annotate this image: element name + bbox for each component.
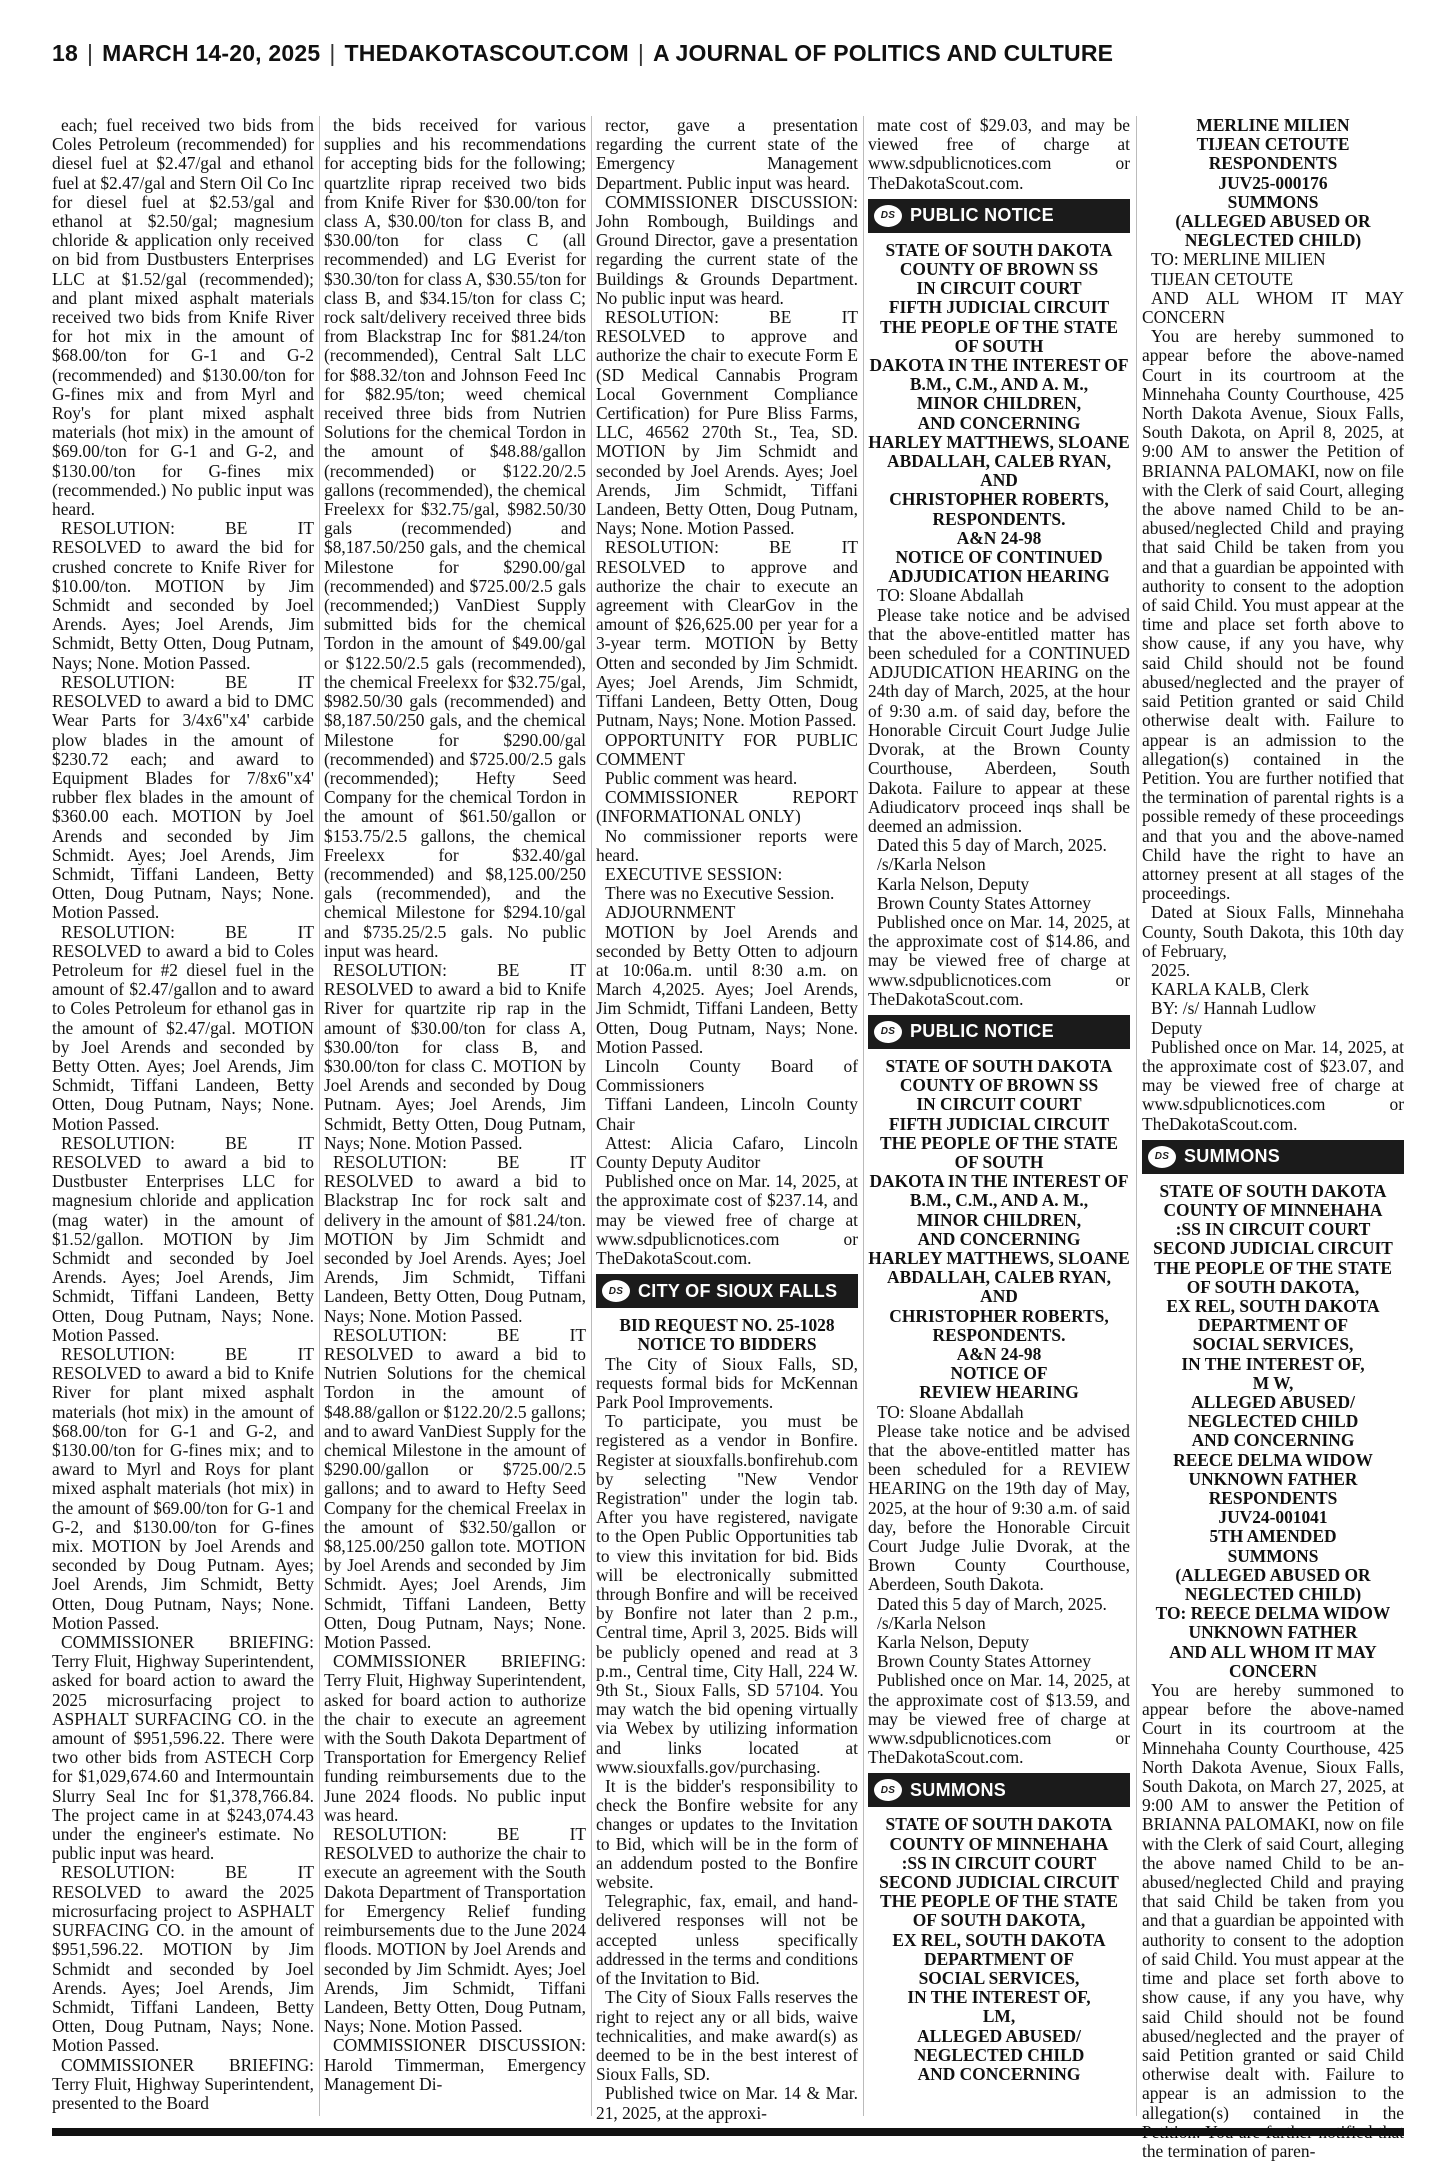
paragraph: FIFTH JUDICIAL CIRCUIT: [888, 1113, 1110, 1134]
paragraph: Published twice on Mar. 14 & Mar. 21, 2025, at the approxi-: [596, 2083, 858, 2123]
paragraph: THE PEOPLE OF THE STATE OF SOUTH: [879, 1132, 1119, 1172]
paragraph: TO: MERLINE MILIEN: [1151, 249, 1326, 270]
paragraph: Please take notice and be advised that the above-entitled matter has been scheduled for a REVIEW HEARING on the 19th day of May, 2025, at the hour of 9:30 a.m. of said day, before the Honorable Circuit Court Judge Julie Dvorak, at the Brown County Courthouse, Aberdeen, South Dakota.: [868, 1420, 1130, 1595]
paragraph: TO: REECE DELMA WIDOW: [1155, 1603, 1391, 1624]
paragraph: AND CONCERNING: [917, 1228, 1081, 1249]
paragraph: :SS IN CIRCUIT COURT: [901, 1852, 1097, 1873]
page-number: 18: [52, 40, 78, 66]
column-divider: [1136, 116, 1137, 2116]
paragraph: RESOLUTION: BE IT RESOLVED to approve and authorize the chair to execute Form E (SD Medical Cannabis Program Local Government Compliance Certification) for Pure Bliss Farms, LLC, 46562 270th St., Tea, SD. MOTION by Jim Schmidt and seconded by Joel Arends. Ayes; Joel Arends, Jim Schmidt, Tiffani Landeen, Betty Otten, Doug Putnam, Nays; None. Motion Passed.: [596, 307, 858, 539]
section-banner-public-notice: [868, 1015, 1130, 1049]
paragraph: /s/Karla Nelson: [877, 1612, 986, 1633]
summons-heading: [1142, 1182, 1404, 1681]
paragraph: Published once on Mar. 14, 2025, at the approximate cost of $14.86, and may be viewed free of charge at www.sdpublicnotices.com or TheDakotaScout.com.: [868, 911, 1130, 1009]
paragraph: NEGLECTED CHILD: [913, 2044, 1085, 2065]
paragraph: OPPORTUNITY FOR PUBLIC COMMENT: [596, 729, 858, 769]
paragraph: mate cost of $29.03, and may be viewed free of charge at www.sdpublicnotices.com or TheDakotaScout.com.: [868, 115, 1130, 193]
paragraph: SOCIAL SERVICES,: [1192, 1334, 1354, 1355]
paragraph: A&N 24-98: [956, 527, 1042, 548]
paragraph: MINOR CHILDREN,: [916, 1209, 1082, 1230]
paragraph: BID REQUEST NO. 25-1028: [619, 1315, 835, 1336]
paragraph: Deputy: [1151, 1017, 1203, 1038]
paragraph: (ALLEGED ABUSED OR NEGLECTED CHILD): [1175, 211, 1371, 251]
paragraph: JUV25-000176: [1218, 172, 1328, 193]
paragraph: STATE OF SOUTH DAKOTA: [1159, 1180, 1387, 1201]
column-3: [596, 115, 858, 2123]
paragraph: STATE OF SOUTH DAKOTA: [885, 239, 1113, 260]
column-5: [1142, 115, 1404, 2161]
banner-label: CITY OF SIOUX FALLS: [638, 1280, 838, 1301]
paragraph: ABDALLAH, CALEB RYAN, AND: [887, 451, 1111, 491]
paragraph: the bids received for various supplies and his recommendations for accepting bids for the following; quartzlite riprap received two bids from Knife River for $30.00/ton for class A, $30.00/ton for class B, and $30.00/ton for class C (all recommended) and LG Everist for $30.30/ton for class A, $30.55/ton for class B, and $34.15/ton for class C; rock salt/delivery received three bids from Blackstrap Inc for $81.24/ton (recommended), Central Salt LLC for $88.32/ton and Johnson Feed Inc for $82.95/ton; weed chemical received three bids from Nutrien Solutions for the chemical Tordon in the amount of $48.88/gallon (recommended) or $122.20/2.5 gallons (recommended), the chemical Freelexx for $32.75/gal, $982.50/30 gals (recommended) and $8,187.50/250 gals, and the chemical Milestone for $290.00/gal (recommended) and $725.00/2.5 gals (recommended;) VanDiest Supply submitted bids for the chemical Tordon in the amount of $49.00/gal or $122.50/2.5 gals (recommended), the chemical Freelexx for $32.75/gal, $982.50/30 gals (recommended) and $8,187.50/250 gals, and the chemical Milestone for $290.00/gal (recommended) and $725.00/2.5 gals (recommended); Hefty Seed Company for the chemical Tordon in the amount of $61.50/gallon or $153.75/2.5 gallons, the chemical Freelexx for $32.40/gal (recommended) and $8,125.00/250 gals (recommended), and the chemical Milestone for $294.10/gal and $735.25/2.5 gals. No public input was heard.: [324, 115, 586, 961]
paragraph: RESOLUTION: BE IT RESOLVED to authorize the chair to execute an agreement with the South Dakota Department of Transportation for Emergency Relief funding reimbursements due to the June 2024 floods. MOTION by Joel Arends and seconded by Jim Schmidt. Ayes; Joel Arends, Jim Schmidt, Tiffani Landeen, Betty Otten, Doug Putnam, Nays; None. Motion Passed.: [324, 1824, 586, 2037]
paragraph: RESOLUTION: BE IT RESOLVED to award the 2025 microsurfacing project to ASPHALT SURFACING CO. in the amount of $951,596.22. MOTION by Jim Schmidt and seconded by Joel Arends. Ayes; Joel Arends, Jim Schmidt, Tiffani Landeen, Betty Otten, Doug Putnam, Nays; None. Motion Passed.: [52, 1862, 314, 2056]
dakota-scout-logo-icon: DS: [874, 1779, 902, 1801]
dakota-scout-logo-icon: DS: [874, 205, 902, 227]
paragraph: B.M., C.M., AND A. M.,: [909, 1190, 1089, 1211]
paragraph: AND ALL WHOM IT MAY CONCERN: [1142, 287, 1404, 328]
paragraph: M W,: [1252, 1372, 1294, 1393]
paragraph: It is the bidder's responsibility to check the Bonfire website for any changes or updates to the Invitation to Bid, which will be in the form of an addendum posted to the Bonfire website.: [596, 1776, 858, 1893]
paragraph: SOCIAL SERVICES,: [918, 1968, 1080, 1989]
issue-date: MARCH 14-20, 2025: [102, 40, 321, 66]
paragraph: COUNTY OF BROWN SS: [899, 1075, 1099, 1096]
paragraph: 2025.: [1151, 959, 1191, 980]
dakota-scout-logo-icon: DS: [1148, 1146, 1176, 1168]
summons-heading-continued: [1142, 116, 1404, 250]
paragraph: SUMMONS: [1227, 191, 1319, 212]
dakota-scout-logo-icon: DS: [874, 1021, 902, 1043]
banner-label: SUMMONS: [910, 1779, 1007, 1800]
paragraph: UNKNOWN FATHER: [1188, 1622, 1358, 1643]
paragraph: RESPONDENTS.: [932, 508, 1066, 529]
masthead: 18 | MARCH 14-20, 2025 | THEDAKOTASCOUT.COM | A JOURNAL OF POLITICS AND CULTURE: [52, 40, 1114, 66]
dakota-scout-logo-icon: DS: [602, 1280, 630, 1302]
paragraph: RESOLUTION: BE IT RESOLVED to award a bid to Dustbuster Enterprises LLC for magnesium chloride and application (mag water) in the amount of $1.52/gallon. MOTION by Jim Schmidt and seconded by Joel Arends. Ayes; Joel Arends, Jim Schmidt, Tiffani Landeen, Betty Otten, Doug Putnam, Nays; None. Motion Passed.: [52, 1132, 314, 1345]
paragraph: TO: Sloane Abdallah: [877, 1401, 1024, 1422]
paragraph: REVIEW HEARING: [919, 1382, 1079, 1403]
paragraph: RESPONDENTS.: [932, 1324, 1066, 1345]
paragraph: :SS IN CIRCUIT COURT: [1175, 1219, 1371, 1240]
paragraph: IN THE INTEREST OF,: [1181, 1353, 1365, 1374]
paragraph: LM,: [982, 2006, 1016, 2027]
banner-label: SUMMONS: [1184, 1146, 1281, 1167]
summons-body: [1142, 250, 1404, 1133]
bid-request-continued: [868, 116, 1130, 193]
paragraph: A&N 24-98: [956, 1343, 1042, 1364]
paragraph: FIFTH JUDICIAL CIRCUIT: [888, 297, 1110, 318]
section-banner-city-of-sioux-falls: [596, 1274, 858, 1308]
paragraph: NOTICE OF CONTINUED: [895, 547, 1103, 568]
paragraph: COUNTY OF MINNEHAHA: [889, 1833, 1109, 1854]
paragraph: EXECUTIVE SESSION:: [605, 863, 783, 884]
paragraph: To participate, you must be registered as a vendor in Bonfire. Register at siouxfalls.bonfirehub.com by selecting "New Vendor Registration" under the login tab. After you have registered, navigate to the Open Public Opportunities tab to view this invitation for bid. Bids will be electronically submitted through Bonfire and will be received by Bonfire not later than 2 p.m., Central time, April 3, 2025. Bids will be publicly opened and read at 3 p.m., Central time, City Hall, 224 W. 9th St., Sioux Falls, SD 57104. You may watch the bid opening virtually via Webex by utilizing information and links located at www.siouxfalls.gov/purchasing.: [596, 1411, 858, 1777]
bottom-rule: [52, 2128, 1404, 2136]
paragraph: Brown County States Attorney: [877, 892, 1091, 913]
paragraph: ABDALLAH, CALEB RYAN, AND: [887, 1267, 1111, 1307]
paragraph: COUNTY OF MINNEHAHA: [1163, 1199, 1383, 1220]
notice-heading: [868, 1057, 1130, 1403]
paragraph: Please take notice and be advised that the above-entitled matter has been scheduled for a CONTINUED ADJUDICATION HEARING on the 24th day of March, 2025, at the hour of 9:30 a.m. of said day, before the Honorable Circuit Court Judge Julie Dvorak, at the Brown County Courthouse, Aberdeen, South Dakota. Failure to appear at these Adiudicatorv proceed inqs shall be deemed an admission.: [868, 604, 1130, 836]
paragraph: ADJOURNMENT: [605, 902, 736, 923]
paragraph: Public comment was heard.: [605, 767, 798, 788]
summons-body: [1142, 1681, 1404, 2161]
paragraph: COMMISSIONER BRIEFING: Terry Fluit, Highway Superintendent, asked for board action to award the 2025 microsurfacing project to ASPHALT SURFACING CO. in the amount of $951,596.22. There were two other bids from ASTECH Corp for $1,029,674.60 and Intermountain Slurry Seal Inc for $1,378,766.84. The project came in at $243,074.43 under the engineer's estimate. No public input was heard.: [52, 1632, 314, 1864]
banner-label: PUBLIC NOTICE: [910, 1021, 1054, 1042]
column-1: [52, 116, 314, 2116]
paragraph: ALLEGED ABUSED/: [1191, 1392, 1355, 1412]
paragraph: JUV24-001041: [1218, 1507, 1328, 1528]
paragraph: DAKOTA IN THE INTEREST OF: [869, 1171, 1129, 1192]
paragraph: MINOR CHILDREN,: [916, 393, 1082, 414]
paragraph: You are hereby summoned to appear before the above-named Court in its courtroom at the Minnehaha County Courthouse, 425 North Dakota Avenue, Sioux Falls, South Dakota, on April 8, 2025, at 9:00 AM to answer the Petition of BRIANNA PALOMAKI, now on file with the Clerk of said Court, alleging the above named Child to be an-abused/neglected Child and praying that said Child be taken from you and that a guardian be appointed with authority to consent to the adoption of said Child. You must appear at the time and place set forth above to show cause, if any you have, why said Child should not be found abused/neglected and the prayer of said Petition granted or said Child otherwise dealt with. Failure to appear is an admission to the allegation(s) contained in the Petition. You are further notified that the termination of parental rights is a possible remedy of these proceedings and that you and the above-named Child have the right to have an attorney present at all stages of the proceedings.: [1142, 326, 1404, 904]
paragraph: BY: /s/ Hannah Ludlow: [1151, 998, 1317, 1019]
paragraph: Attest: Alicia Cafaro, Lincoln County Deputy Auditor: [596, 1132, 858, 1172]
notice-heading: [868, 241, 1130, 587]
paragraph: STATE OF SOUTH DAKOTA: [885, 1055, 1113, 1076]
section-banner-summons: [868, 1773, 1130, 1807]
paragraph: SECOND JUDICIAL CIRCUIT: [879, 1872, 1119, 1893]
paragraph: There was no Executive Session.: [605, 883, 835, 904]
paragraph: THE PEOPLE OF THE STATE OF SOUTH: [879, 316, 1119, 356]
paragraph: RESOLUTION: BE IT RESOLVED to award a bid to DMC Wear Parts for 3/4x6"x4' carbide plow blades in the amount of $230.72 each; and award to Equipment Blades for 7/8x6"x4' rubber flex blades in the amount of $360.00 each. MOTION by Joel Arends and seconded by Jim Schmidt. Ayes; Joel Arends, Jim Schmidt, Tiffani Landeen, Betty Otten, Doug Putnam, Nays; None. Motion Passed.: [52, 671, 314, 923]
paragraph: Brown County States Attorney: [877, 1651, 1091, 1672]
paragraph: Karla Nelson, Deputy: [877, 1632, 1030, 1653]
paragraph: DAKOTA IN THE INTEREST OF: [869, 355, 1129, 376]
paragraph: Published once on Mar. 14, 2025, at the approximate cost of $237.14, and may be viewed free of charge at www.sdpublicnotices.com or TheDakotaScout.com.: [596, 1171, 858, 1268]
paragraph: STATE OF SOUTH DAKOTA: [885, 1814, 1113, 1835]
summons-heading: [868, 1815, 1130, 2084]
paragraph: COMMISSIONER DISCUSSION: John Rombough, Buildings and Ground Director, gave a presentation regarding the current state of the Buildings & Grounds Department. No public input was heard.: [596, 191, 858, 308]
paragraph: COMMISSIONER REPORT (INFORMATIONAL ONLY): [596, 787, 858, 827]
section-banner-summons: [1142, 1140, 1404, 1174]
paragraph: NOTICE OF: [950, 1363, 1048, 1384]
paragraph: HARLEY MATTHEWS, SLOANE: [868, 1247, 1130, 1268]
paragraph: THE PEOPLE OF THE STATE OF SOUTH DAKOTA,: [1153, 1257, 1393, 1297]
paragraph: NOTICE TO BIDDERS: [637, 1334, 817, 1355]
paragraph: IN CIRCUIT COURT: [916, 1094, 1082, 1115]
notice-body: [868, 586, 1130, 1008]
paragraph: CHRISTOPHER ROBERTS,: [889, 1305, 1109, 1326]
paragraph: RESOLUTION: BE IT RESOLVED to award a bid to Knife River for quartzite rip rap in the amount of $30.00/ton for class A, $30.00/ton for class B, and $30.00/ton for class C. MOTION by Joel Arends and seconded by Doug Putnam. Ayes; Joel Arends, Jim Schmidt, Betty Otten, Doug Putnam, Nays; None. Motion Passed.: [324, 959, 586, 1153]
paragraph: Published once on Mar. 14, 2025, at the approximate cost of $23.07, and may be viewed free of charge at www.sdpublicnotices.com or TheDakotaScout.com.: [1142, 1036, 1404, 1134]
paragraph: SECOND JUDICIAL CIRCUIT: [1153, 1238, 1393, 1259]
paragraph: MERLINE MILIEN: [1196, 115, 1350, 135]
columns: [52, 115, 1404, 2161]
paragraph: TIJEAN CETOUTE: [1196, 134, 1350, 155]
column-divider: [319, 116, 320, 2116]
paragraph: MOTION by Joel Arends and seconded by Betty Otten to adjourn at 10:06a.m. until 8:30 a.m. on March 4,2025. Ayes; Joel Arends, Jim Schmidt, Tiffani Landeen, Betty Otten, Doug Putnam, Nays; None. Motion Passed.: [596, 921, 858, 1057]
paragraph: RESOLUTION: BE IT RESOLVED to award a bid to Knife River for plant mixed asphalt materials (hot mix) in the amount of $68.00/ton for G-1 and G-2, and $130.00/ton for G-fines mix; and to award to Myrl and Roys for plant mixed asphalt materials (hot mix) in the amount of $69.00/ton for G-1 and G-2, and $130.00/ton for G-fines mix. MOTION by Joel Arends and seconded by Doug Putnam. Ayes; Joel Arends, Jim Schmidt, Betty Otten, Doug Putnam, Nays; None. Motion Passed.: [52, 1344, 314, 1633]
paragraph: AND CONCERNING: [917, 412, 1081, 433]
paragraph: TO: Sloane Abdallah: [877, 585, 1024, 606]
bid-request-body: [596, 1355, 858, 2123]
paragraph: THE PEOPLE OF THE STATE OF SOUTH DAKOTA,: [879, 1891, 1119, 1931]
paragraph: Published once on Mar. 14, 2025, at the approximate cost of $13.59, and may be viewed free of charge at www.sdpublicnotices.com or TheDakotaScout.com.: [868, 1670, 1130, 1768]
paragraph: Dated this 5 day of March, 2025.: [877, 1593, 1107, 1614]
tagline: A JOURNAL OF POLITICS AND CULTURE: [653, 40, 1114, 66]
paragraph: Telegraphic, fax, email, and hand-delivered responses will not be accepted unless specifically addressed in the terms and conditions of the Invitation to Bid.: [596, 1891, 858, 1989]
column-divider: [863, 116, 864, 2116]
paragraph: COUNTY OF BROWN SS: [899, 259, 1099, 280]
paragraph: each; fuel received two bids from Coles Petroleum (recommended) for diesel fuel at $2.47/gal and ethanol fuel at $2.47/gal and Stern Oil Co Inc for diesel fuel at $2.53/gal and ethanol at $2.50/gal; magnesium chloride & application only received on bid from Dustbusters Enterprises LLC at $1.52/gal (recommended); and plant mixed asphalt materials received two bids from Knife River for hot mix in the amount of $68.00/ton for G-1 and G-2 (recommended) and $130.00/ton for G-fines mix and from Myrl and Roy's for plant mixed asphalt materials (hot mix) in the amount of $69.00/ton for G-1 and G-2, and $130.00/ton for G-fines mix (recommended.) No public input was heard.: [52, 115, 314, 520]
column-4: [868, 116, 1130, 2116]
section-banner-public-notice: [868, 199, 1130, 233]
paragraph: AND CONCERNING: [917, 2064, 1081, 2085]
bid-request-heading: [596, 1316, 858, 1354]
paragraph: RESOLUTION: BE IT RESOLVED to award a bid to Coles Petroleum for #2 diesel fuel in the amount of $2.47/gallon and to award to Coles Petroleum for ethanol gas in the amount of $2.47/gal. MOTION by Joel Arends and seconded by Betty Otten. Ayes; Joel Arends, Jim Schmidt, Tiffani Landeen, Betty Otten, Doug Putnam, Nays; None. Motion Passed.: [52, 921, 314, 1134]
paragraph: RESOLUTION: BE IT RESOLVED to award a bid to Nutrien Solutions for the chemical Tordon in the amount of $48.88/gallon or $122.20/2.5 gallons; and to award VanDiest Supply for the chemical Milestone in the amount of $290.00/gallon or $725.00/2.5 gallons; and to award to Hefty Seed Company for the chemical Freelax in the amount of $32.50/gallon or $8,125.00/250 gallon tote. MOTION by Joel Arends and seconded by Jim Schmidt. Ayes; Joel Arends, Jim Schmidt, Tiffani Landeen, Betty Otten, Doug Putnam, Nays; None. Motion Passed.: [324, 1324, 586, 1653]
paragraph: Lincoln County Board of Commissioners: [596, 1055, 858, 1096]
paragraph: Karla Nelson, Deputy: [877, 873, 1030, 894]
paragraph: The City of Sioux Falls, SD, requests formal bids for McKennan Park Pool Improvements.: [596, 1353, 858, 1412]
paragraph: EX REL, SOUTH DAKOTA DEPARTMENT OF: [1166, 1295, 1380, 1336]
paragraph: CHRISTOPHER ROBERTS,: [889, 489, 1109, 510]
paragraph: COMMISSIONER BRIEFING: Terry Fluit, Highway Superintendent, presented to the Board: [52, 2054, 314, 2113]
paragraph: Tiffani Landeen, Lincoln County Chair: [596, 1094, 858, 1134]
paragraph: KARLA KALB, Clerk: [1151, 979, 1309, 1000]
paragraph: (ALLEGED ABUSED OR NEGLECTED CHILD): [1175, 1564, 1371, 1605]
paragraph: COMMISSIONER DISCUSSION: Harold Timmerman, Emergency Management Di-: [324, 2035, 586, 2094]
paragraph: SUMMONS: [1227, 1545, 1319, 1566]
site-name: THEDAKOTASCOUT.COM: [344, 40, 629, 66]
column-2: [324, 116, 586, 2116]
banner-label: PUBLIC NOTICE: [910, 205, 1054, 226]
paragraph: IN CIRCUIT COURT: [916, 278, 1082, 299]
paragraph: REECE DELMA WIDOW: [1173, 1449, 1373, 1470]
paragraph: RESPONDENTS: [1208, 1488, 1338, 1509]
paragraph: AND ALL WHOM IT MAY CONCERN: [1169, 1641, 1377, 1681]
paragraph: B.M., C.M., AND A. M.,: [909, 374, 1089, 395]
paragraph: The City of Sioux Falls reserves the right to reject any or all bids, waive technicalities, and make award(s) as deemed to be in the best interest of Sioux Falls, SD.: [596, 1987, 858, 2085]
paragraph: RESPONDENTS: [1208, 153, 1338, 174]
paragraph: TIJEAN CETOUTE: [1151, 268, 1294, 289]
paragraph: ALLEGED ABUSED/: [917, 2025, 1081, 2046]
paragraph: 5TH AMENDED: [1209, 1526, 1337, 1547]
paragraph: RESOLUTION: BE IT RESOLVED to award a bid to Blackstrap Inc for rock salt and delivery in the amount of $81.24/ton. MOTION by Jim Schmidt and seconded by Joel Arends. Ayes; Joel Arends, Jim Schmidt, Tiffani Landeen, Betty Otten, Doug Putnam, Nays; None. Motion Passed.: [324, 1151, 586, 1326]
paragraph: ADJUDICATION HEARING: [888, 566, 1110, 587]
paragraph: EX REL, SOUTH DAKOTA DEPARTMENT OF: [892, 1929, 1106, 1969]
lincoln-minutes-continued: [596, 116, 858, 1268]
paragraph: COMMISSIONER BRIEFING: Terry Fluit, Highway Superintendent, asked for board action to authorize the chair to execute an agreement with the South Dakota Department of Transportation for Emergency Relief funding reimbursements due to the June 2024 floods. No public input was heard.: [324, 1651, 586, 1825]
paragraph: IN THE INTEREST OF,: [907, 1987, 1091, 2008]
column-divider: [591, 116, 592, 2116]
paragraph: /s/Karla Nelson: [877, 854, 986, 875]
notice-body: [868, 1403, 1130, 1768]
paragraph: NEGLECTED CHILD: [1187, 1411, 1359, 1432]
paragraph: HARLEY MATTHEWS, SLOANE: [868, 431, 1130, 452]
paragraph: rector, gave a presentation regarding the current state of the Emergency Management Department. Public input was heard.: [596, 115, 858, 193]
paragraph: Dated at Sioux Falls, Minnehaha County, South Dakota, this 10th day of February,: [1142, 902, 1404, 961]
paragraph: RESOLUTION: BE IT RESOLVED to award the bid for crushed concrete to Knife River for $10.00/ton. MOTION by Jim Schmidt and seconded by Joel Arends. Ayes; Joel Arends, Jim Schmidt, Betty Otten, Doug Putnam, Nays; None. Motion Passed.: [52, 518, 314, 673]
paragraph: No commissioner reports were heard.: [596, 825, 858, 865]
paragraph: AND CONCERNING: [1191, 1430, 1355, 1451]
paragraph: Dated this 5 day of March, 2025.: [877, 835, 1107, 856]
paragraph: UNKNOWN FATHER: [1188, 1468, 1358, 1489]
paragraph: RESOLUTION: BE IT RESOLVED to approve and authorize the chair to execute an agreement with ClearGov in the amount of $26,625.00 per year for a 3-year term. MOTION by Betty Otten and seconded by Jim Schmidt. Ayes; Joel Arends, Jim Schmidt, Tiffani Landeen, Betty Otten, Doug Putnam, Nays; None. Motion Passed.: [596, 537, 858, 731]
paragraph: You are hereby summoned to appear before the above-named Court in its courtroom at the Minnehaha County Courthouse, 425 North Dakota Avenue, Sioux Falls, South Dakota, on March 27, 2025, at 9:00 AM to answer the Petition of BRIANNA PALOMAKI, now on file with the Clerk of said Court, alleging the above named Child to be an-abused/neglected Child and praying that said Child be taken from you and that a guardian be appointed with authority to consent to the adoption of said Child. You must appear at the time and place set forth above to show cause, if any you have, why said Child should not be found abused/neglected and the prayer of said Petition granted or said Child otherwise dealt with. Failure to appear is an admission to the allegation(s) contained in the the termination of paren-: [1142, 1680, 1404, 2161]
